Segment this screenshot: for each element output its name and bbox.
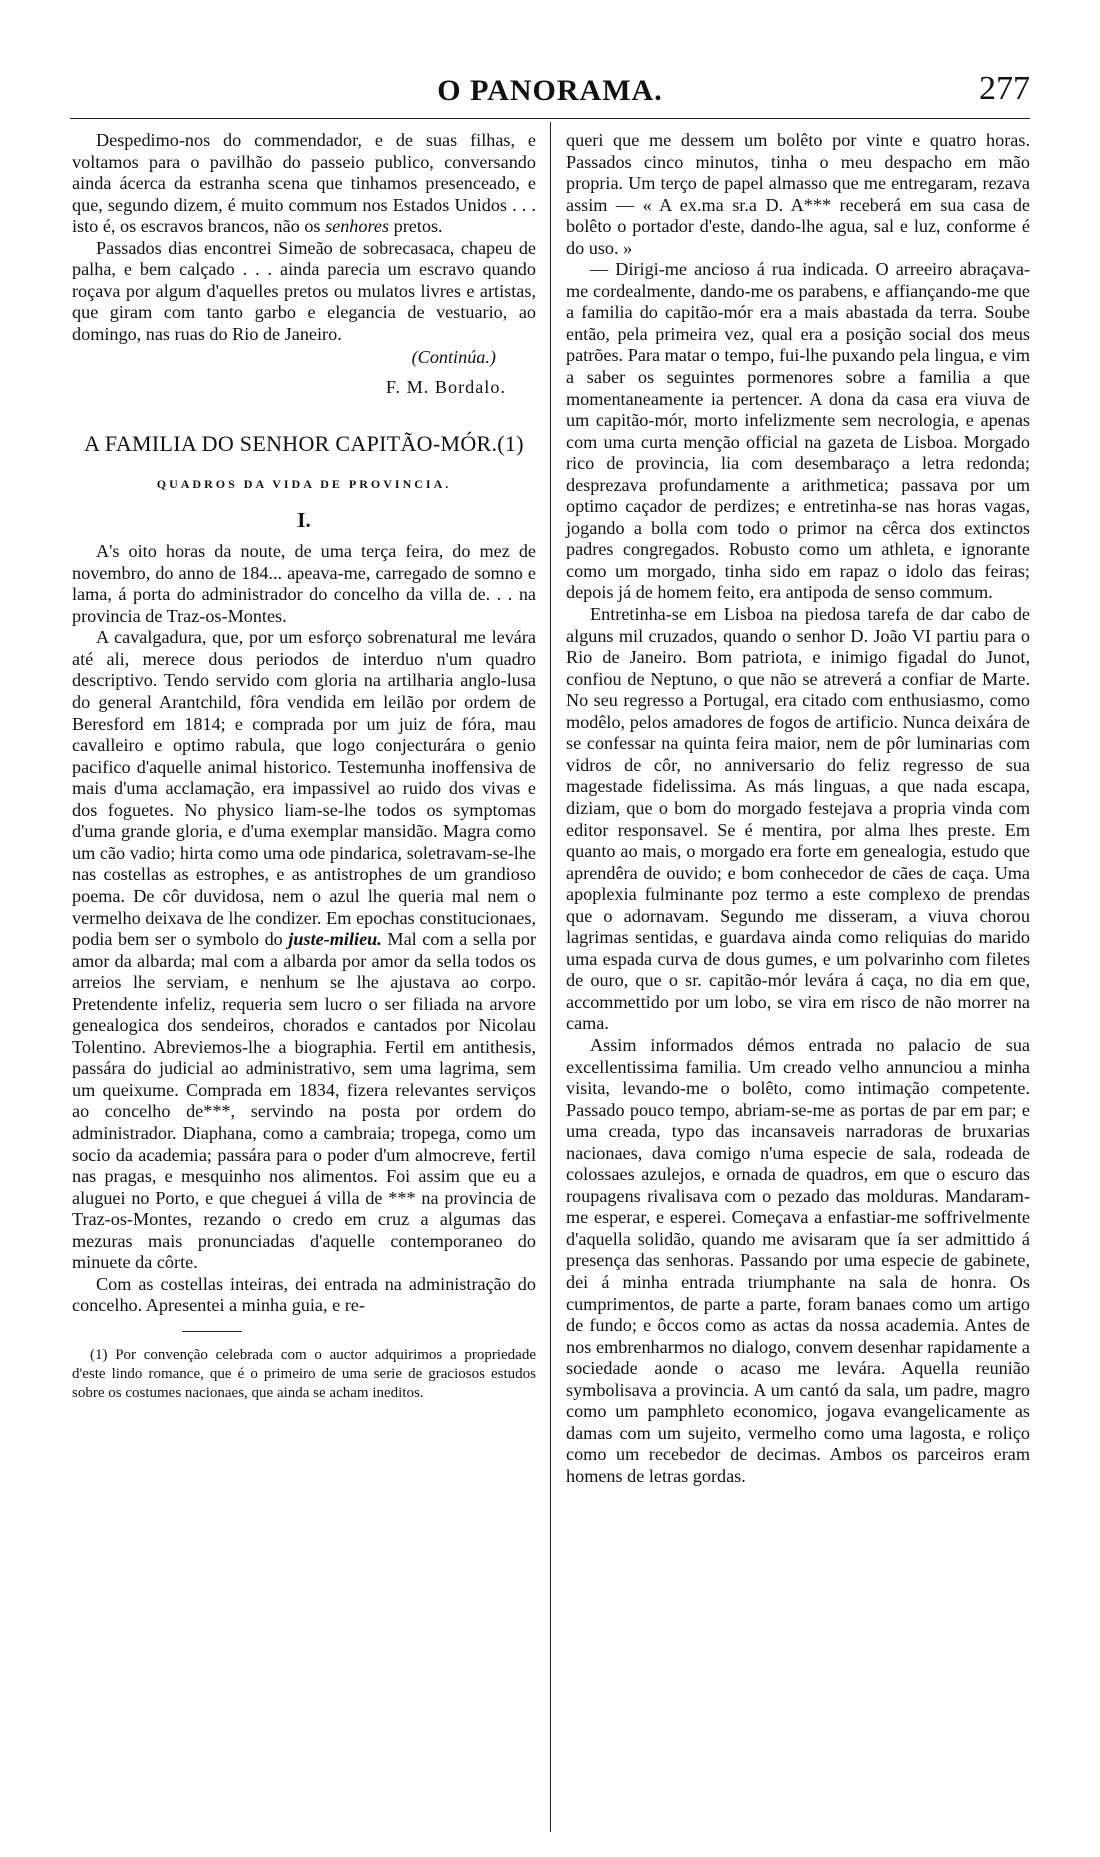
chapter-number: I. bbox=[297, 507, 311, 532]
paragraph-text: A cavalgadura, que, por um esforço sobrenatural me levára até ali, merece dous periodos de interduo n'um quadro descriptivo. Tendo servido com gloria na artilharia anglo-lusa do general Arantchild, fôra vendida em leilão por ordem de Beresford em 1814; e comprada por um juiz de fóra, mau cavalleiro e optimo rabula, que logo conjecturára o genio pacifico d'aquelle animal historico. Testemunha inoffensiva de mais d'uma acclamação, era impassivel ao ruido dos vivas e dos foguetes. No physico liam-se-lhe todos os symptomas d'uma grande gloria, e d'uma exemplar mansidão. Magra como um cão vadio; hirta como uma ode pindarica, soletravam-se-lhe nas costellas as estrophes, e as antistrophes de um grandioso poema. De côr duvidosa, nem o azul lhe queria mal nem o vermelho deixava de lhe condizer. Em epochas constitucionaes, podia bem ser o symbolo do bbox=[72, 627, 536, 950]
paragraph: Entretinha-se em Lisboa na piedosa tarefa de dar cabo de alguns mil cruzados, quando o senhor D. João VI partiu para o Rio de Janeiro. Bom patriota, e inimigo figadal do Junot, confiou de Neptuno, o que não se atreverá a confiar de Marte. No seu regresso a Portugal, era citado com enthusiasmo, como modêlo, pelos amadores de fogos de artificio. Nunca deixára de se confessar na quinta feira maior, nem de pôr luminarias com vidros de côr, no anniversario do feliz regresso de sua magestade fidelissima. As más linguas, a que nada escapa, diziam, que o bom do morgado festejava a propria vinda com editor responsavel. Se é mentira, por alma lhes preste. Em quanto ao mais, o morgado era forte em genealogia, estudo que aprendêra de ouvido; e bom conhecedor de cães de caça. Uma apoplexia fulminante poz termo a este complexo de prendas que o adornavam. Segundo me disseram, a viuva chorou lagrimas sentidas, e guardava ainda como reliquias do marido uma espada curva de dous gumes, e um polvarinho com filetes de ouro, que o sr. capitão-mór levára á caça, no dia em que, accommettido por um lobo, se vira em risco de não morrer na cama. bbox=[566, 604, 1030, 1034]
column-divider bbox=[550, 122, 551, 1832]
paragraph-text: Despedimo-nos do commendador, e de suas filhas, e voltamos para o pavilhão do passeio publico, conversando ainda ácerca da estranha scena que tinhamos presenceado, e que, segundo dizem, é muito commum nos Estados Unidos . . . isto é, os escravos brancos, não os bbox=[72, 130, 536, 237]
paragraph: queri que me dessem um bolêto por vinte e quatro horas. Passados cinco minutos, tinha o meu despacho em mão propria. Um terço de papel almasso que me entregaram, rezava assim — « A ex.ma sr.a D. A*** receberá em sua casa de bolêto o portador d'este, dando-lhe agua, sal e luz, conforme é do uso. » bbox=[566, 130, 1030, 258]
paragraph: — Dirigi-me ancioso á rua indicada. O arreeiro abraçava-me cordealmente, dando-me os parabens, e affiançando-me que a familia do capitão-mór era a mais abastada da terra. Soube então, pela primeira vez, qual era a posição social dos meus patrões. Para matar o tempo, fui-lhe puxando pela lingua, e vim a saber os seguintes pormenores sobre a familia a que momentaneamente ia pertencer. A dona da casa era viuva de um capitão-mór, morto infelizmente sem necrologia, e apenas com uma curta menção official na gazeta de Lisboa. Morgado rico de provincia, lia com desembaraço a letra redonda; desprezava profundamente a arithmetica; passava por um optimo caçador de perdizes; e entretinha-se nas horas vagas, jogando a bolla com todo o primor na cêrca dos extinctos padres congregados. Robusto como um athleta, e ignorante como um morgado, tinha sido em rapaz o idolo das feiras; depois já de homem feito, era antipoda de senso commum. bbox=[566, 259, 1030, 603]
left-column bbox=[72, 130, 536, 1403]
page-header bbox=[70, 68, 1030, 118]
paragraph-text: Mal com a sella por amor da albarda; mal com a albarda por amor da sella todos os arreios lhe serviam, e nenhum se lhe ajustava ao corpo. Pretendente infeliz, requeria sem lucro o ser filiada na arvore genealogica dos sendeiros, chorados e cantados por Nicolau Tolentino. Abreviemos-lhe a biographia. Fertil em antithesis, passára do judicial ao administrativo, sem uma lagrima, sem um queixume. Comprada em 1834, fizera relevantes serviços ao concelho de***, servindo na posta por ordem do administrador. Diaphana, como a cambraia; tropega, como um socio da academia; passára para o poder d'um almocreve, fertil nas pragas, e mesquinho nos alimentos. Foi assim que eu a aluguei no Porto, e que cheguei á villa de *** na provincia de Traz-os-Montes, rezando o credo em cruz a algumas das mezuras mais pronunciadas d'aquelle contemporaneo do minuete da côrte. bbox=[72, 929, 537, 1273]
continued-note: (Continúa.) bbox=[411, 347, 496, 368]
header-rule bbox=[70, 118, 1030, 119]
author-signature: F. M. Bordalo. bbox=[385, 377, 506, 398]
footnote-rule bbox=[182, 1331, 242, 1332]
paragraph bbox=[72, 130, 536, 238]
page-number: 277 bbox=[979, 70, 1030, 107]
paragraph: Com as costellas inteiras, dei entrada na administração do concelho. Apresentei a minha guia, e re- bbox=[72, 1273, 536, 1316]
footnote: (1) Por convenção celebrada com o auctor adquirimos a propriedade d'este lindo romance, que é o primeiro de uma serie de graciosos estudos sobre os costumes nacionaes, que ainda se acham ineditos. bbox=[72, 1346, 536, 1401]
emphasis: senhores bbox=[325, 216, 390, 237]
article-subtitle: QUADROS DA VIDA DE PROVINCIA. bbox=[156, 477, 452, 492]
article-title: A FAMILIA DO SENHOR CAPITÃO-MÓR.(1) bbox=[84, 430, 524, 456]
emphasis: juste-milieu. bbox=[288, 929, 382, 950]
paragraph-text: pretos. bbox=[393, 216, 443, 237]
periodical-title: O PANORAMA. bbox=[437, 74, 663, 107]
right-column bbox=[566, 130, 1030, 1487]
paragraph bbox=[72, 627, 536, 1273]
paragraph: A's oito horas da noute, de uma terça feira, do mez de novembro, do anno de 184... apeava-me, carregado de somno e lama, á porta do administrador do concelho da villa de. . . na provincia de Traz-os-Montes. bbox=[72, 541, 536, 626]
paragraph: Assim informados démos entrada no palacio de sua excellentissima familia. Um creado velho annunciou a minha visita, levando-me o bolêto, como intimação competente. Passado pouco tempo, abriam-se-me as portas de par em par; e uma creada, typo das incansaveis narradoras de bruxarias nacionaes, dava comigo n'uma especie de sala, rodeada de colossaes azulejos, e ornada de quadros, em que o escuro das roupagens rivalisava com o pezado das molduras. Mandaram-me esperar, e esperei. Começava a enfastiar-me soffrivelmente d'aquella solidão, quando me avisaram que ía ser admittido á presença das senhoras. Passando por uma especie de gabinete, dei á minha entrada triumphante na sala de honra. Os cumprimentos, de parte a parte, foram banaes como um artigo de fundo; e ôccos como as actas da nossa academia. Antes de nos embrenharmos no dialogo, convem desenhar rapidamente a sociedade aonde o acaso me levára. Aquella reunião symbolisava a provincia. A um cantó da sala, um padre, magro como um pamphleto economico, jogava evangelicamente as damas com um sujeito, vermelho como uma lagosta, e roliço como um recebedor de decimas. Ambos os parceiros eram homens de letras gordas. bbox=[566, 1034, 1030, 1486]
paragraph: Passados dias encontrei Simeão de sobrecasaca, chapeu de palha, e bem calçado . . . ainda parecia um escravo quando roçava por algum d'aquelles pretos ou mulatos livres e artistas, que giram com tanto garbo e elegancia de vestuario, ao domingo, nas ruas do Rio de Janeiro. bbox=[72, 237, 536, 344]
